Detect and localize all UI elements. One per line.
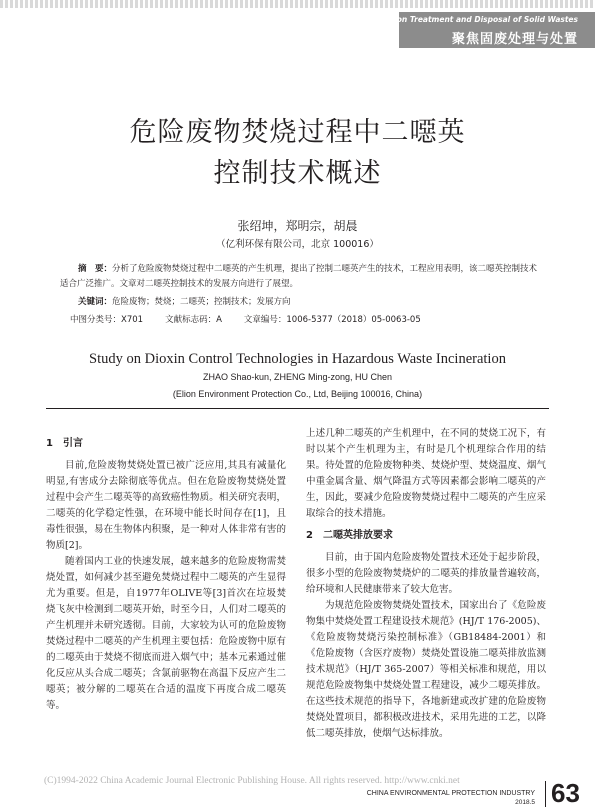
paragraph-3: 上述几种二噁英的产生机理中，在不同的焚烧工况下，有时以某个产生机理为主，有时是几个机理综合作用的结果。待处置的危险废物种类、焚烧炉型、焚烧温度、烟气中重金属含量、烟气降温方式等因素都会影响二噁英的产生，因此，要减少危险废物焚烧过程中二噁英的产生应采取综合的技术措施。 <box>306 428 546 519</box>
english-authors: ZHAO Shao-kun, ZHENG Ming-zong, HU Chen <box>202 372 393 382</box>
abstract-label: 摘 要： <box>78 264 113 274</box>
footer-divider <box>545 781 546 807</box>
keywords-label: 关键词： <box>78 297 113 307</box>
paragraph-2: 随着国内工业的快速发展，越来越多的危险废物需焚烧处置，如何减少甚至避免焚烧过程中二噁英的产生显得尤为重要。但是，自1977年OLIVE等[3]首次在垃圾焚烧飞灰中检测到二噁英开始，时至今日，人们对二噁英的产生机理并未研究透彻。目前，大家较为认可的危险废物焚烧过程中二噁英的产生机理主要包括：危险废物中原有的二噁英由于焚烧不彻底而进入烟气中；基本元素通过催化反应从头合成二噁英；含氯前驱物在高温下反应产生二噁英；被分解的二噁英在合适的温度下再度合成二噁英等。 <box>46 556 286 711</box>
abstract <box>60 262 540 292</box>
clc-number: 中图分类号：X701 <box>70 315 144 325</box>
journal-name: CHINA ENVIRONMENTAL PROTECTION INDUSTRY <box>366 790 535 797</box>
column-title-en: Focus on Treatment and Disposal of Solid Wastes <box>370 15 578 24</box>
header-stripe <box>0 0 595 8</box>
paragraph-5: 为规范危险废物焚烧处置技术，国家出台了《危险废物集中焚烧处置工程建设技术规范》(HJ/T 176-2005)、《危险废物焚烧污染控制标准》（GB18484-2001）和《危险废物（含医疗废物）焚烧处置设施二噁英排放监测技术规范》（HJ/T 365-2007）等相关标准和规范，用以规范危险废物集中焚烧处置工程建设，减少二噁英排放。在这些技术规范的指导下，各地新建或改扩建的危险废物焚烧处置项目，都积极改进技术，采用先进的工艺，以降低二噁英排放，使烟气达标排放。 <box>306 600 546 739</box>
article-number: 文章编号：1006-5377（2018）05-0063-05 <box>243 315 421 325</box>
document-code: 文献标志码：A <box>165 315 222 325</box>
column-title-zh: 聚焦固废处理与处置 <box>451 32 578 47</box>
affiliation-zh: （亿利环保有限公司，北京 100016） <box>216 239 379 250</box>
article-title-line-1: 危险废物焚烧过程中二噁英 <box>129 117 466 148</box>
authors-zh: 张绍坤，郑明宗，胡晨 <box>237 219 358 233</box>
section-heading-emission-requirements: 2 二噁英排放要求 <box>306 530 393 541</box>
english-affiliation: (Elion Environment Protection Co., Ltd, Beijing 100016, China) <box>172 389 423 399</box>
copyright-notice: (C)1994-2022 China Academic Journal Electronic Publishing House. All rights reserved. http://www.cnki.net <box>44 776 460 786</box>
article-title-line-2: 控制技术概述 <box>213 158 382 189</box>
page-number: 63 <box>551 778 580 807</box>
body-column-right <box>306 426 546 742</box>
abstract-text: 分析了危险废物焚烧过程中二噁英的产生机理，提出了控制二噁英产生的技术，工程应用表明，该二噁英控制技术适合广泛推广。文章对二噁英控制技术的发展方向进行了展望。 <box>60 264 538 289</box>
classification-line <box>70 313 443 325</box>
paragraph-4: 目前，由于国内危险废物处置技术还处于起步阶段，很多小型的危险废物焚烧炉的二噁英的排放量普遍较高，给环境和人民健康带来了较大危害。 <box>306 552 546 595</box>
paragraph-1: 目前,危险废物焚烧处置已被广泛应用,其具有减量化明显,有害成分去除彻底等优点。但在危险废物焚烧处置过程中会产生二噁英等的高致癌性物质。相关研究表明，二噁英的化学稳定性强，在环境中能长时间存在[1]，且毒性很强，易在生物体内积聚，是一种对人体非常有害的物质[2]。 <box>46 460 286 551</box>
english-title: Study on Dioxin Control Technologies in Hazardous Waste Incineration <box>89 351 506 367</box>
section-heading-introduction: 1 引言 <box>46 438 83 449</box>
keywords <box>60 295 540 310</box>
keywords-text: 危险废物；焚烧；二噁英；控制技术；发展方向 <box>112 297 291 307</box>
body-column-left <box>46 430 286 714</box>
issue-number: 2018.5 <box>515 799 535 806</box>
section-divider <box>46 408 549 409</box>
